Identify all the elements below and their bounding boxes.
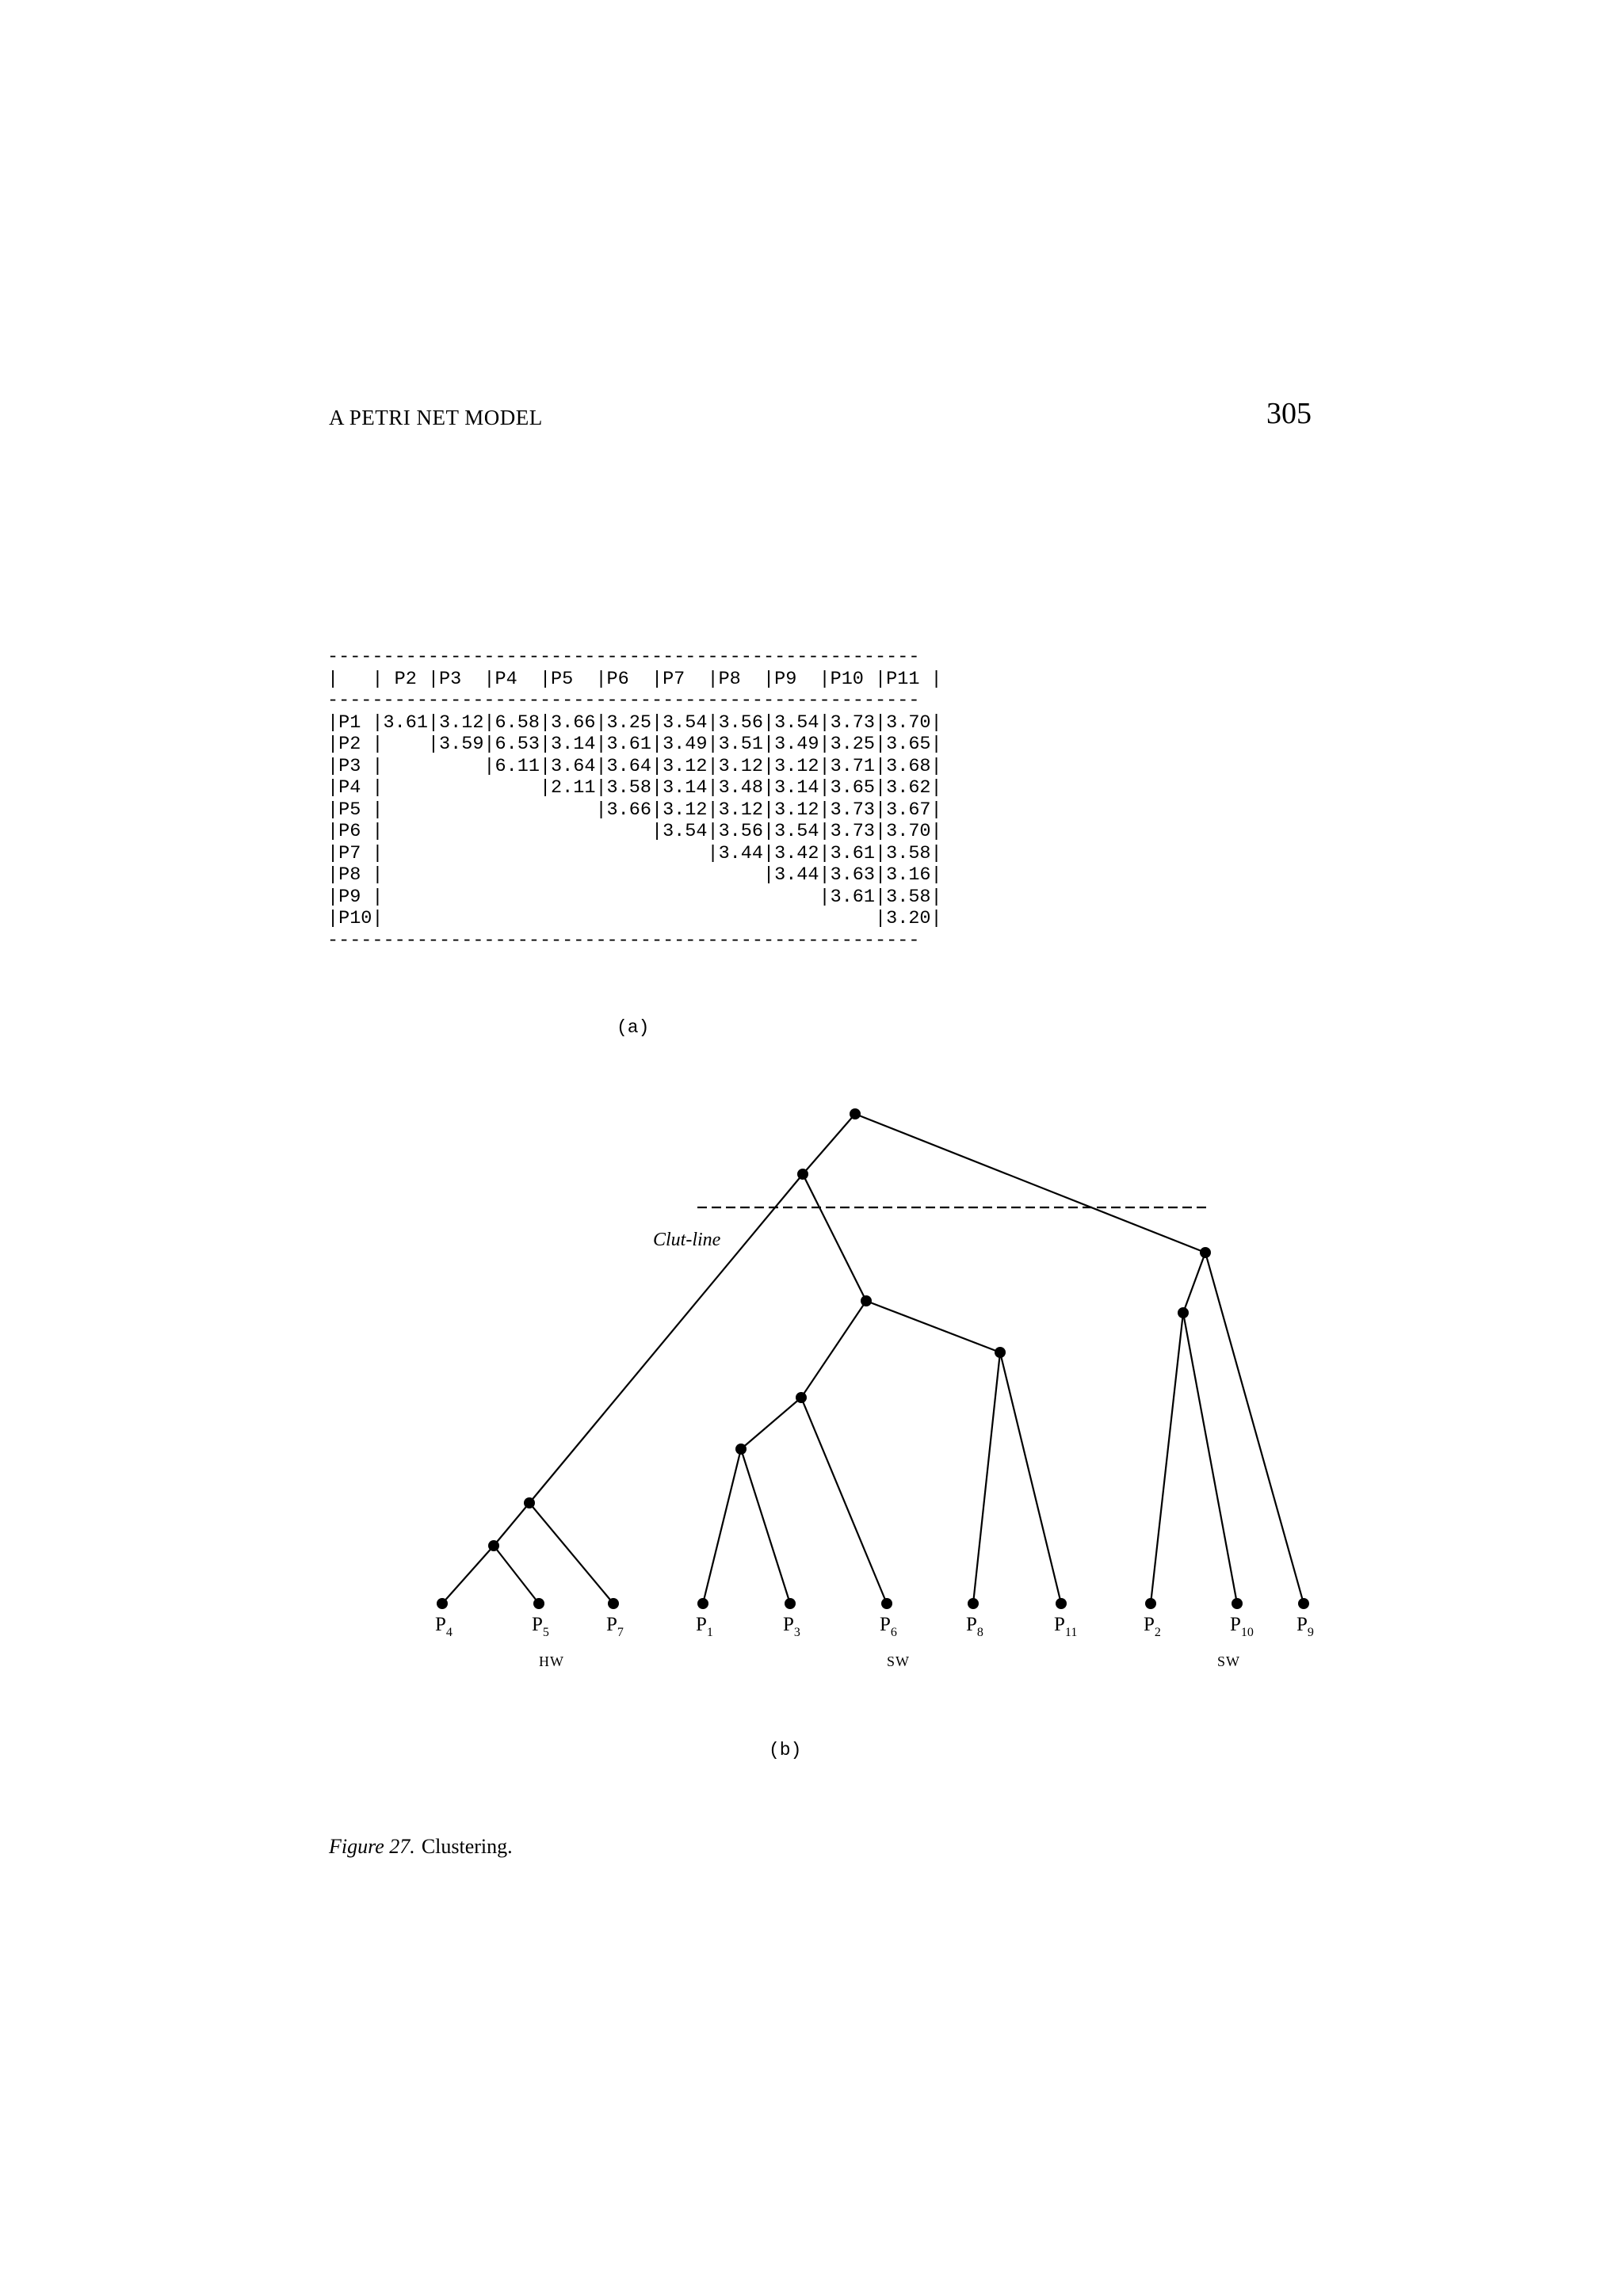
leaf-label-subscript: 4 xyxy=(445,1626,453,1639)
dendrogram-edge xyxy=(1151,1313,1183,1604)
leaf-node xyxy=(437,1598,448,1609)
merge-node xyxy=(488,1540,499,1551)
merge-node xyxy=(797,1169,808,1180)
leaf-label-subscript: 10 xyxy=(1240,1626,1254,1639)
dendrogram-edge xyxy=(741,1449,790,1604)
subfigure-caption-a: (a) xyxy=(617,1017,650,1038)
leaf-label-subscript: 1 xyxy=(706,1626,713,1639)
matrix-header: | | P2 |P3 |P4 |P5 |P6 |P7 |P8 |P9 |P10 |P11 | xyxy=(327,668,942,690)
leaf-label: $P_2$ xyxy=(1144,1614,1161,1639)
leaf-label-subscript: 6 xyxy=(890,1626,897,1639)
matrix-row: |P10| |3.20| xyxy=(327,908,942,929)
dendrogram-edge xyxy=(529,1503,613,1604)
leaf-label-subscript: 7 xyxy=(617,1626,624,1639)
leaf-node xyxy=(785,1598,796,1609)
page-number: 305 xyxy=(1266,397,1312,430)
matrix-rule-top: ----------------------------------------------------- xyxy=(327,646,920,668)
figure-label: Figure 27. xyxy=(329,1835,415,1858)
matrix-rule-bottom: ----------------------------------------------------- xyxy=(327,929,920,952)
group-labels xyxy=(539,1653,1240,1669)
matrix-row: |P9 | |3.61|3.58| xyxy=(327,886,942,908)
dendrogram-edge xyxy=(801,1301,866,1398)
dendrogram-edges xyxy=(442,1114,1304,1604)
cut-line-label: Clut-line xyxy=(653,1230,721,1250)
merge-node xyxy=(850,1108,861,1119)
leaf-label: $P_9$ xyxy=(1296,1614,1314,1639)
matrix-row: |P8 | |3.44|3.63|3.16| xyxy=(327,864,942,886)
matrix-row: |P1 |3.61|3.12|6.58|3.66|3.25|3.54|3.56|3.54|3.73|3.70| xyxy=(327,711,942,734)
leaf-node xyxy=(881,1598,892,1609)
dendrogram-edge xyxy=(1183,1253,1205,1313)
dendrogram-edge xyxy=(703,1449,741,1604)
merge-node xyxy=(1200,1247,1211,1258)
merge-node xyxy=(1178,1307,1189,1318)
merge-node xyxy=(995,1347,1006,1358)
leaf-label: $P_{11}$ xyxy=(1054,1614,1078,1639)
dendrogram-edge xyxy=(1205,1253,1304,1604)
leaf-node xyxy=(1298,1598,1309,1609)
dendrogram-edge xyxy=(801,1398,887,1604)
figure-caption xyxy=(329,1835,513,1859)
dendrogram-edge xyxy=(1183,1313,1237,1604)
leaf-labels xyxy=(435,1614,1314,1639)
matrix-row: |P4 | |2.11|3.58|3.14|3.48|3.14|3.65|3.62| xyxy=(327,777,942,799)
group-label: SW xyxy=(887,1653,910,1669)
leaf-node xyxy=(1056,1598,1067,1609)
leaf-node xyxy=(533,1598,544,1609)
matrix-row: |P5 | |3.66|3.12|3.12|3.12|3.73|3.67| xyxy=(327,799,942,821)
dendrogram-edge xyxy=(803,1114,855,1174)
dendrogram-edge xyxy=(494,1503,529,1546)
merge-node xyxy=(796,1392,807,1403)
dendrogram-edge xyxy=(529,1174,803,1503)
leaf-node xyxy=(1145,1598,1156,1609)
leaf-label: $P_6$ xyxy=(880,1614,897,1639)
leaf-node xyxy=(697,1598,708,1609)
leaf-label: $P_{10}$ xyxy=(1230,1614,1254,1639)
leaf-label: $P_7$ xyxy=(606,1614,624,1639)
dendrogram-edge xyxy=(855,1114,1205,1253)
matrix-row: |P3 | |6.11|3.64|3.64|3.12|3.12|3.12|3.71|3.68| xyxy=(327,755,942,777)
dendrogram-edge xyxy=(866,1301,1000,1352)
leaf-label-subscript: 8 xyxy=(976,1626,983,1639)
merge-node xyxy=(524,1497,535,1508)
leaf-label: $P_3$ xyxy=(783,1614,800,1639)
group-label: SW xyxy=(1217,1653,1240,1669)
figure-caption-text: Clustering. xyxy=(421,1835,513,1858)
dendrogram-edge xyxy=(1000,1352,1061,1604)
leaf-label: $P_1$ xyxy=(696,1614,713,1639)
dendrogram-edge xyxy=(494,1546,539,1604)
merge-node xyxy=(861,1295,872,1306)
subfigure-caption-b: (b) xyxy=(769,1740,802,1760)
dendrogram-edge xyxy=(442,1546,494,1604)
matrix-rule-mid: ----------------------------------------------------- xyxy=(327,690,920,711)
leaf-label-subscript: 5 xyxy=(542,1626,549,1639)
leaf-node xyxy=(968,1598,979,1609)
matrix-row: |P6 | |3.54|3.56|3.54|3.73|3.70| xyxy=(327,821,942,842)
leaf-label: $P_8$ xyxy=(966,1614,983,1639)
merge-node xyxy=(735,1444,747,1455)
leaf-node xyxy=(1232,1598,1243,1609)
leaf-label-subscript: 2 xyxy=(1154,1626,1161,1639)
group-label: HW xyxy=(539,1653,564,1669)
leaf-label-subscript: 11 xyxy=(1064,1626,1078,1639)
running-head: A PETRI NET MODEL xyxy=(329,406,543,429)
dendrogram-edge xyxy=(803,1174,866,1301)
dendrogram-edge xyxy=(973,1352,1000,1604)
matrix-row: |P7 | |3.44|3.42|3.61|3.58| xyxy=(327,842,942,864)
leaf-label-subscript: 3 xyxy=(793,1626,800,1639)
leaf-label: $P_4$ xyxy=(435,1614,453,1639)
leaf-label: $P_5$ xyxy=(532,1614,549,1639)
leaf-label-subscript: 9 xyxy=(1307,1626,1314,1639)
dendrogram-edge xyxy=(741,1398,801,1449)
leaf-node xyxy=(608,1598,619,1609)
matrix-row: |P2 | |3.59|6.53|3.14|3.61|3.49|3.51|3.49|3.25|3.65| xyxy=(327,734,942,755)
